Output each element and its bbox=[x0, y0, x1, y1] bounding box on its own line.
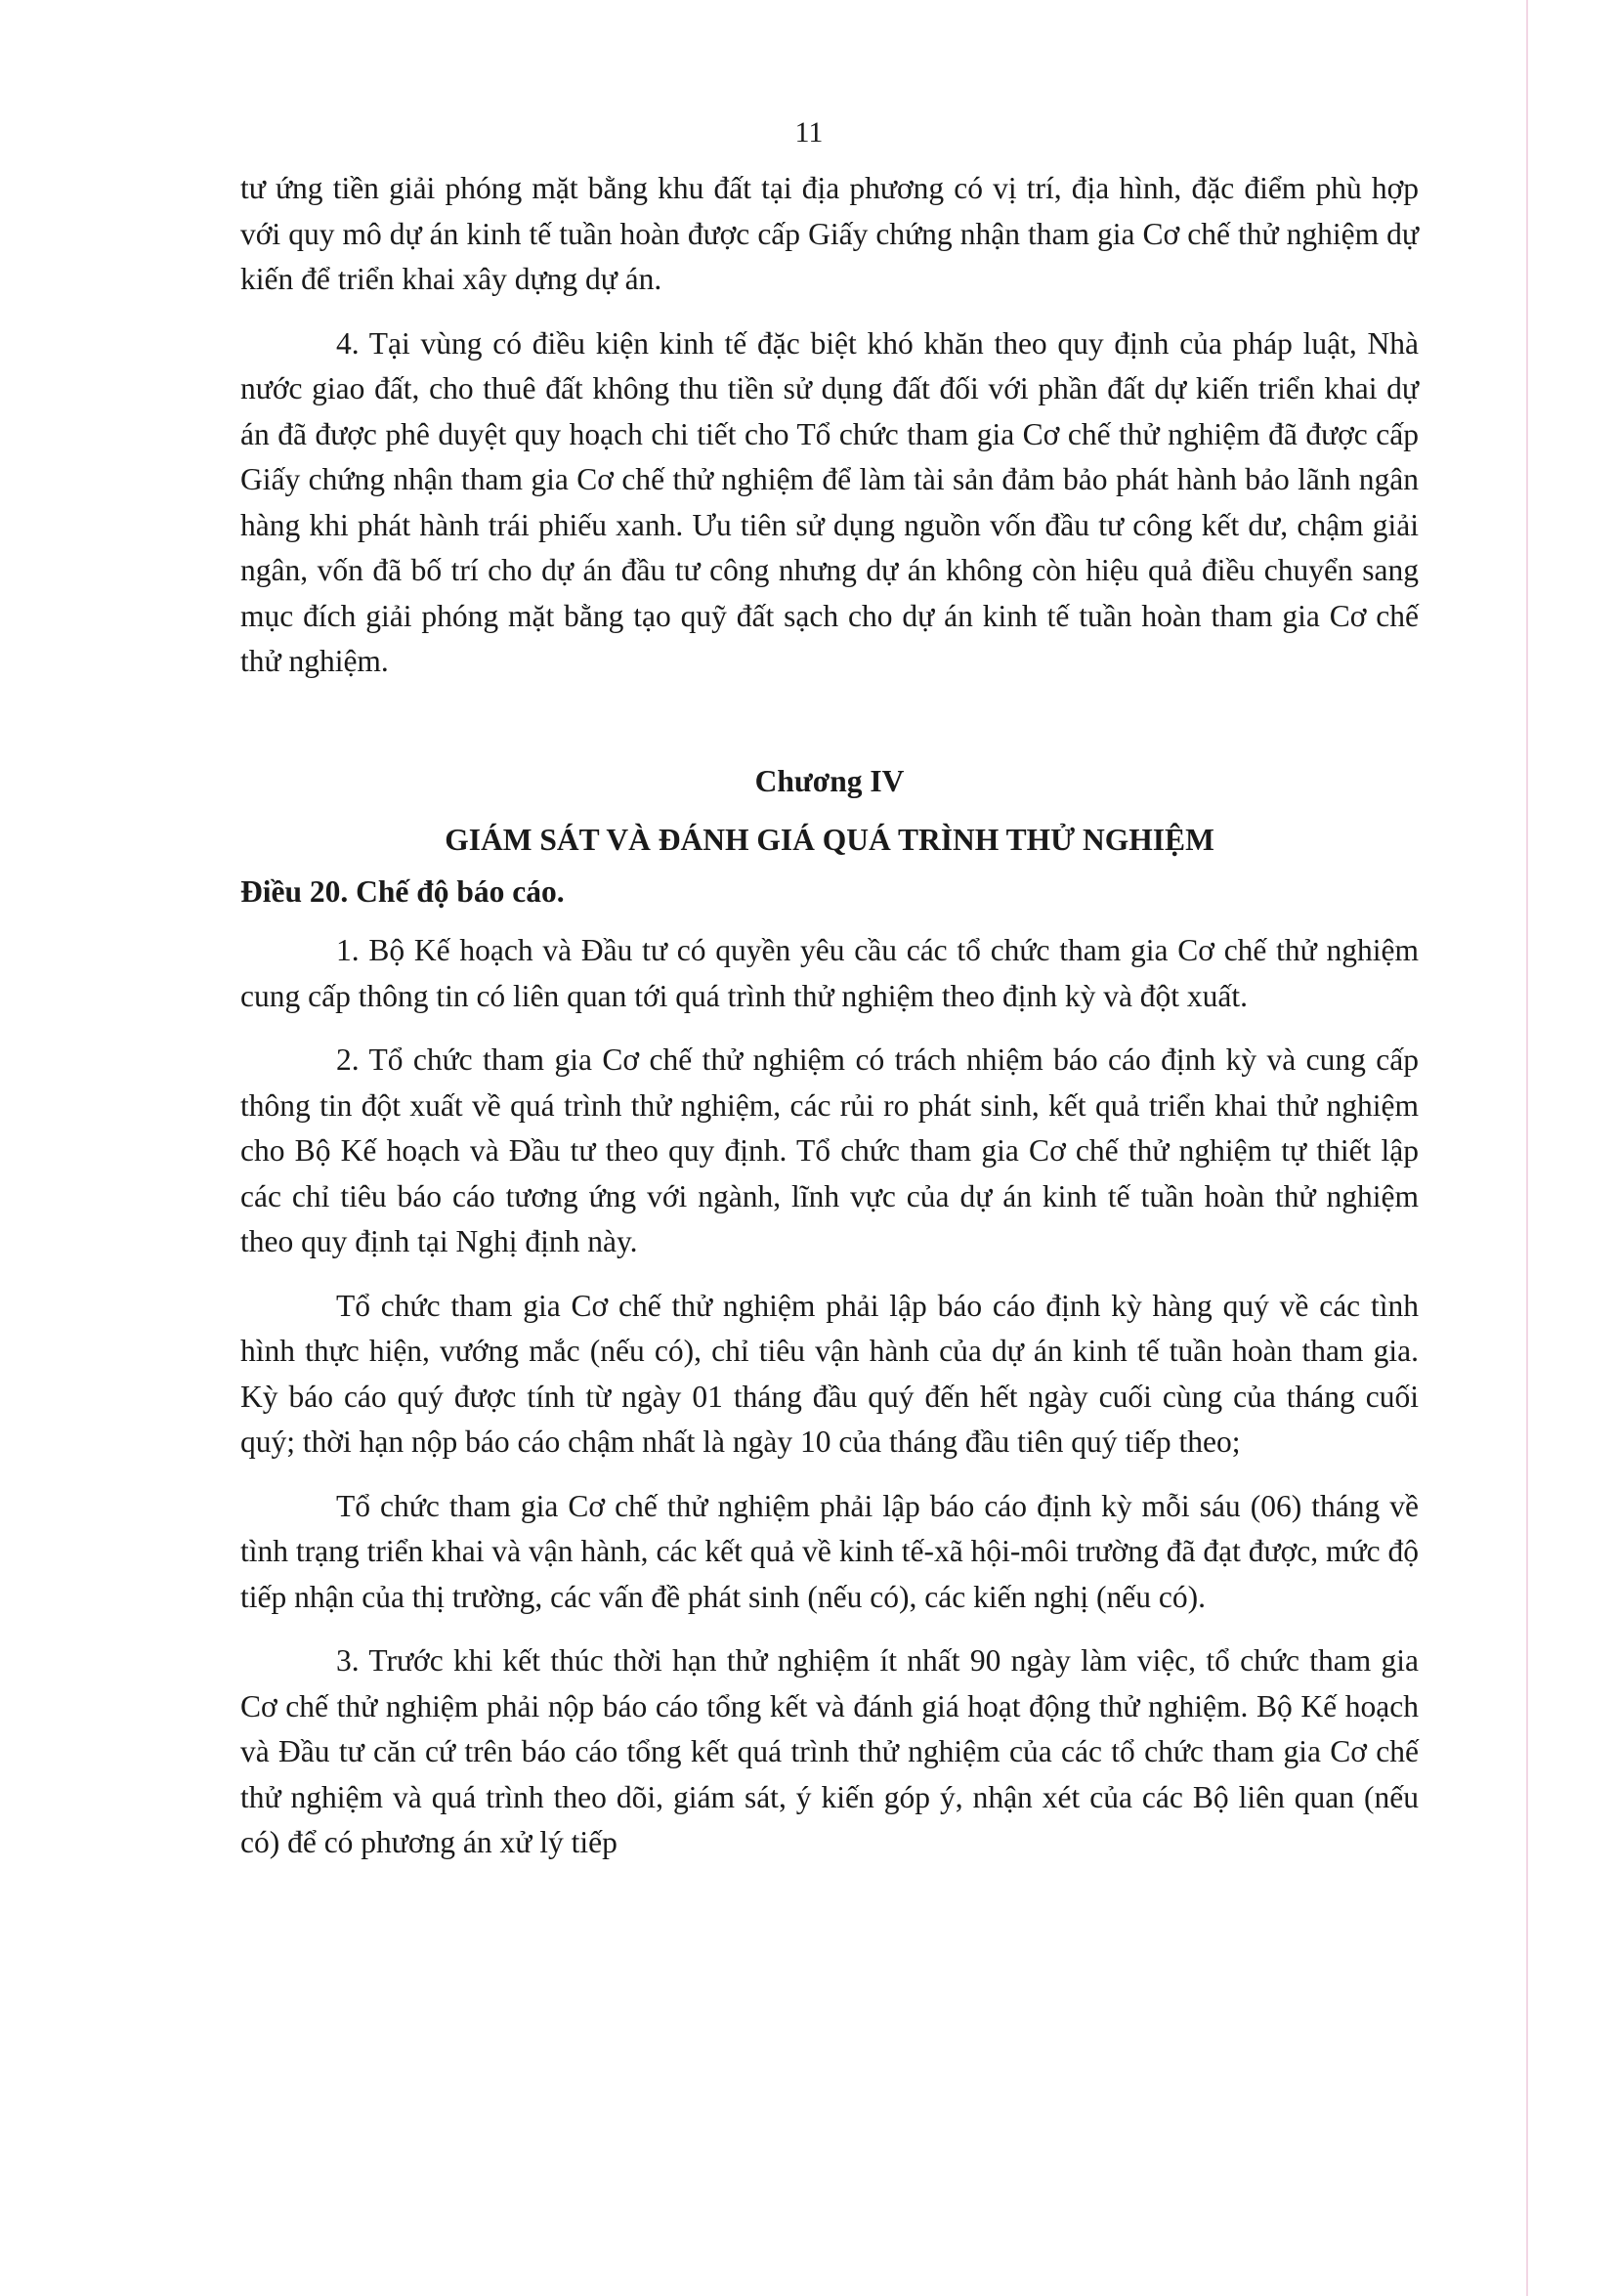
page-number: 11 bbox=[794, 116, 824, 149]
chapter-subtitle: GIÁM SÁT VÀ ĐÁNH GIÁ QUÁ TRÌNH THỬ NGHIỆM bbox=[445, 823, 1214, 857]
article-paragraph-2: 2. Tổ chức tham gia Cơ chế thử nghiệm có trách nhiệm báo cáo định kỳ và cung cấp thông tin đột xuất về quá trình thử nghiệm, các rủi ro phát sinh, kết quả triển khai thử nghiệm cho Bộ Kế hoạch và Đầu tư theo quy định. Tổ chức tham gia Cơ chế thử nghiệm tự thiết lập các chỉ tiêu báo cáo tương ứng với ngành, lĩnh vực của dự án kinh tế tuần hoàn thử nghiệm theo quy định tại Nghị định này. bbox=[240, 1042, 1419, 1258]
article-paragraph-3: Tổ chức tham gia Cơ chế thử nghiệm phải lập báo cáo định kỳ hàng quý về các tình hình thực hiện, vướng mắc (nếu có), chỉ tiêu vận hành của dự án kinh tế tuần hoàn tham gia. Kỳ báo cáo quý được tính từ ngày 01 tháng đầu quý đến hết ngày cuối cùng của tháng cuối quý; thời hạn nộp báo cáo chậm nhất là ngày 10 của tháng đầu tiên quý tiếp theo; bbox=[240, 1288, 1419, 1459]
paragraph-clause-4: 4. Tại vùng có điều kiện kinh tế đặc biệt khó khăn theo quy định của pháp luật, Nhà nước giao đất, cho thuê đất không thu tiền sử dụng đất đối với phần đất dự kiến triển khai dự án đã được phê duyệt quy hoạch chi tiết cho Tổ chức tham gia Cơ chế thử nghiệm đã được cấp Giấy chứng nhận tham gia Cơ chế thử nghiệm để làm tài sản đảm bảo phát hành bảo lãnh ngân hàng khi phát hành trái phiếu xanh. Ưu tiên sử dụng nguồn vốn đầu tư công kết dư, chậm giải ngân, vốn đã bố trí cho dự án đầu tư công nhưng dự án không còn hiệu quả điều chuyển sang mục đích giải phóng mặt bằng tạo quỹ đất sạch cho dự án kinh tế tuần hoàn tham gia Cơ chế thử nghiệm. bbox=[240, 325, 1419, 678]
document-body bbox=[240, 166, 1419, 1885]
paragraph-continuation: tư ứng tiền giải phóng mặt bằng khu đất tại địa phương có vị trí, địa hình, đặc điểm phù hợp với quy mô dự án kinh tế tuần hoàn được cấp Giấy chứng nhận tham gia Cơ chế thử nghiệm dự kiến để triển khai xây dựng dự án. bbox=[240, 171, 1419, 296]
article-paragraph-4: Tổ chức tham gia Cơ chế thử nghiệm phải lập báo cáo định kỳ mỗi sáu (06) tháng về tình trạng triển khai và vận hành, các kết quả về kinh tế-xã hội-môi trường đã đạt được, mức độ tiếp nhận của thị trường, các vấn đề phát sinh (nếu có), các kiến nghị (nếu có). bbox=[240, 1488, 1419, 1614]
article-paragraph-5: 3. Trước khi kết thúc thời hạn thử nghiệm ít nhất 90 ngày làm việc, tổ chức tham gia Cơ chế thử nghiệm phải nộp báo cáo tổng kết và đánh giá hoạt động thử nghiệm. Bộ Kế hoạch và Đầu tư căn cứ trên báo cáo tổng kết quá trình thử nghiệm của các tổ chức tham gia Cơ chế thử nghiệm và quá trình theo dõi, giám sát, ý kiến góp ý, nhận xét của các Bộ liên quan (nếu có) để có phương án xử lý tiếp bbox=[240, 1643, 1419, 1859]
chapter-title: Chương IV bbox=[754, 763, 905, 798]
article-paragraph-1: 1. Bộ Kế hoạch và Đầu tư có quyền yêu cầu các tổ chức tham gia Cơ chế thử nghiệm cung cấp thông tin có liên quan tới quá trình thử nghiệm theo định kỳ và đột xuất. bbox=[240, 933, 1419, 1013]
article-heading: Điều 20. Chế độ báo cáo. bbox=[240, 873, 565, 909]
